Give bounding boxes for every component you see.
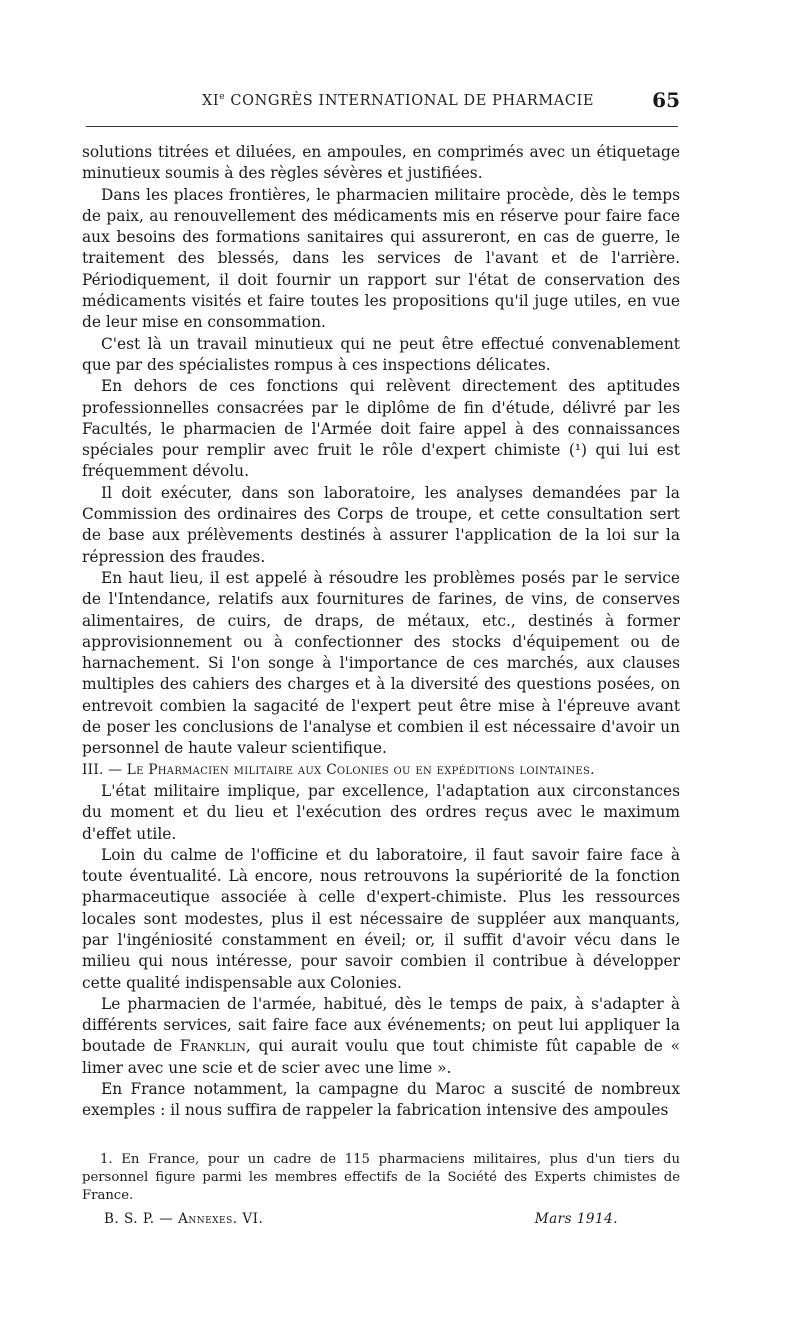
paragraph: C'est là un travail minutieux qui ne peut être effectué convenablement que par des spécialistes rompus à ces inspections délicates.	[82, 334, 680, 374]
header-title-prefix: XI	[202, 92, 220, 109]
paragraph: Dans les places frontières, le pharmacien militaire procède, dès le temps de paix, au renouvellement des médicaments mis en réserve pour faire face aux besoins des formations sanitaires qui assureront, en cas de guerre, le traitement des blessés, dans les services de l'avant et de l'arrière. Périodiquement, il doit fournir un rapport sur l'état de conservation des médicaments visités et faire toutes les propositions qu'il juge utiles, en vue de leur mise en consommation.	[82, 185, 680, 332]
main-text	[82, 142, 680, 1122]
paragraph: Il doit exécuter, dans son laboratoire, les analyses demandées par la Commission des ordinaires des Corps de troupe, et cette consultation sert de base aux prélèvements destinés à assurer l'application de la loi sur la répression des fraudes.	[82, 483, 680, 566]
paragraph-text: , qui aurait voulu que tout chimiste fût capable de « limer avec une scie et de scier avec une lime ».	[82, 1037, 680, 1077]
paragraph	[82, 376, 680, 482]
footer-date: Mars 1914.	[534, 1211, 618, 1227]
footer-left-c: . VI.	[232, 1211, 264, 1227]
running-header	[82, 88, 680, 120]
header-rule	[86, 126, 678, 127]
page-number: 65	[652, 88, 680, 112]
section-title-a: Le Pharmacien militaire aux Colonies	[126, 761, 389, 778]
footnote-marker: (¹)	[568, 441, 588, 460]
paragraph	[82, 994, 680, 1079]
footnote	[82, 1151, 680, 1205]
footer-left-b: Annexes	[178, 1211, 233, 1227]
paragraph-text: Le pharmacien de l'armée, habitué, dès le temps de paix, à s'adapter à différents services, sait faire face aux événements; on peut lui appliquer la boutade de	[82, 994, 680, 1056]
page-footer	[82, 1211, 680, 1233]
header-title-sup: e	[219, 92, 226, 102]
paragraph: Loin du calme de l'officine et du laboratoire, il faut savoir faire face à toute éventualité. Là encore, nous retrouvons la supériorité de la fonction pharmaceutique associée à celle d'expert-chimiste. Plus les ressources locales sont modestes, plus il est nécessaire de suppléer aux manquants, par l'ingéniosité constamment en éveil; or, il suffit d'avoir vécu dans le milieu qui nous intéresse, pour savoir combien il contribue à développer cette qualité indispensable aux Colonies.	[82, 845, 680, 992]
section-dash: —	[103, 761, 127, 778]
section-title-b: ou en expéditions lointaines.	[388, 761, 595, 778]
footer-left	[104, 1211, 263, 1227]
paragraph: L'état militaire implique, par excellence, l'adaptation aux circonstances du moment et du lieu et l'exécution des ordres reçus avec le maximum d'effet utile.	[82, 781, 680, 843]
header-title	[202, 92, 594, 109]
header-title-rest: CONGRÈS INTERNATIONAL DE PHARMACIE	[225, 92, 595, 109]
paragraph-text: qui lui est fréquemment dévolu.	[82, 441, 680, 481]
paragraph: En haut lieu, il est appelé à résoudre les problèmes posés par le service de l'Intendance, relatifs aux fournitures de farines, de vins, de conserves alimentaires, de cuirs, de draps, de métaux, etc., destinés à former approvisionnement ou à confectionner des stocks d'équipement ou de harnachement. Si l'on songe à l'importance de ces marchés, aux clauses multiples des cahiers des charges et à la diversité des questions posées, on entrevoit combien la sagacité de l'expert peut être mise à l'épreuve avant de poser les conclusions de l'analyse et combien il est nécessaire d'avoir un personnel de haute valeur scientifique.	[82, 568, 680, 758]
footnote-text: 1. En France, pour un cadre de 115 pharmaciens militaires, plus d'un tiers du personnel figure parmi les membres effectifs de la Société des Experts chimistes de France.	[82, 1152, 680, 1203]
paragraph-text: En dehors de ces fonctions qui relèvent directement des aptitudes professionnelles consacrées par le diplôme de fin d'étude, délivré par les Facultés, le pharmacien de l'Armée doit faire appel à des connaissances spéciales pour remplir avec fruit le rôle d'expert chimiste	[82, 377, 680, 460]
paragraph: solutions titrées et diluées, en ampoules, en comprimés avec un étiquetage minutieux soumis à des règles sévères et justifiées.	[82, 143, 680, 183]
section-number: III.	[82, 761, 104, 778]
footer-left-a: B. S. P. —	[104, 1211, 179, 1227]
person-name: Franklin	[179, 1037, 246, 1056]
section-heading	[82, 760, 680, 781]
paragraph: En France notamment, la campagne du Maroc a suscité de nombreux exemples : il nous suffira de rappeler la fabrication intensive des ampoules	[82, 1080, 680, 1120]
